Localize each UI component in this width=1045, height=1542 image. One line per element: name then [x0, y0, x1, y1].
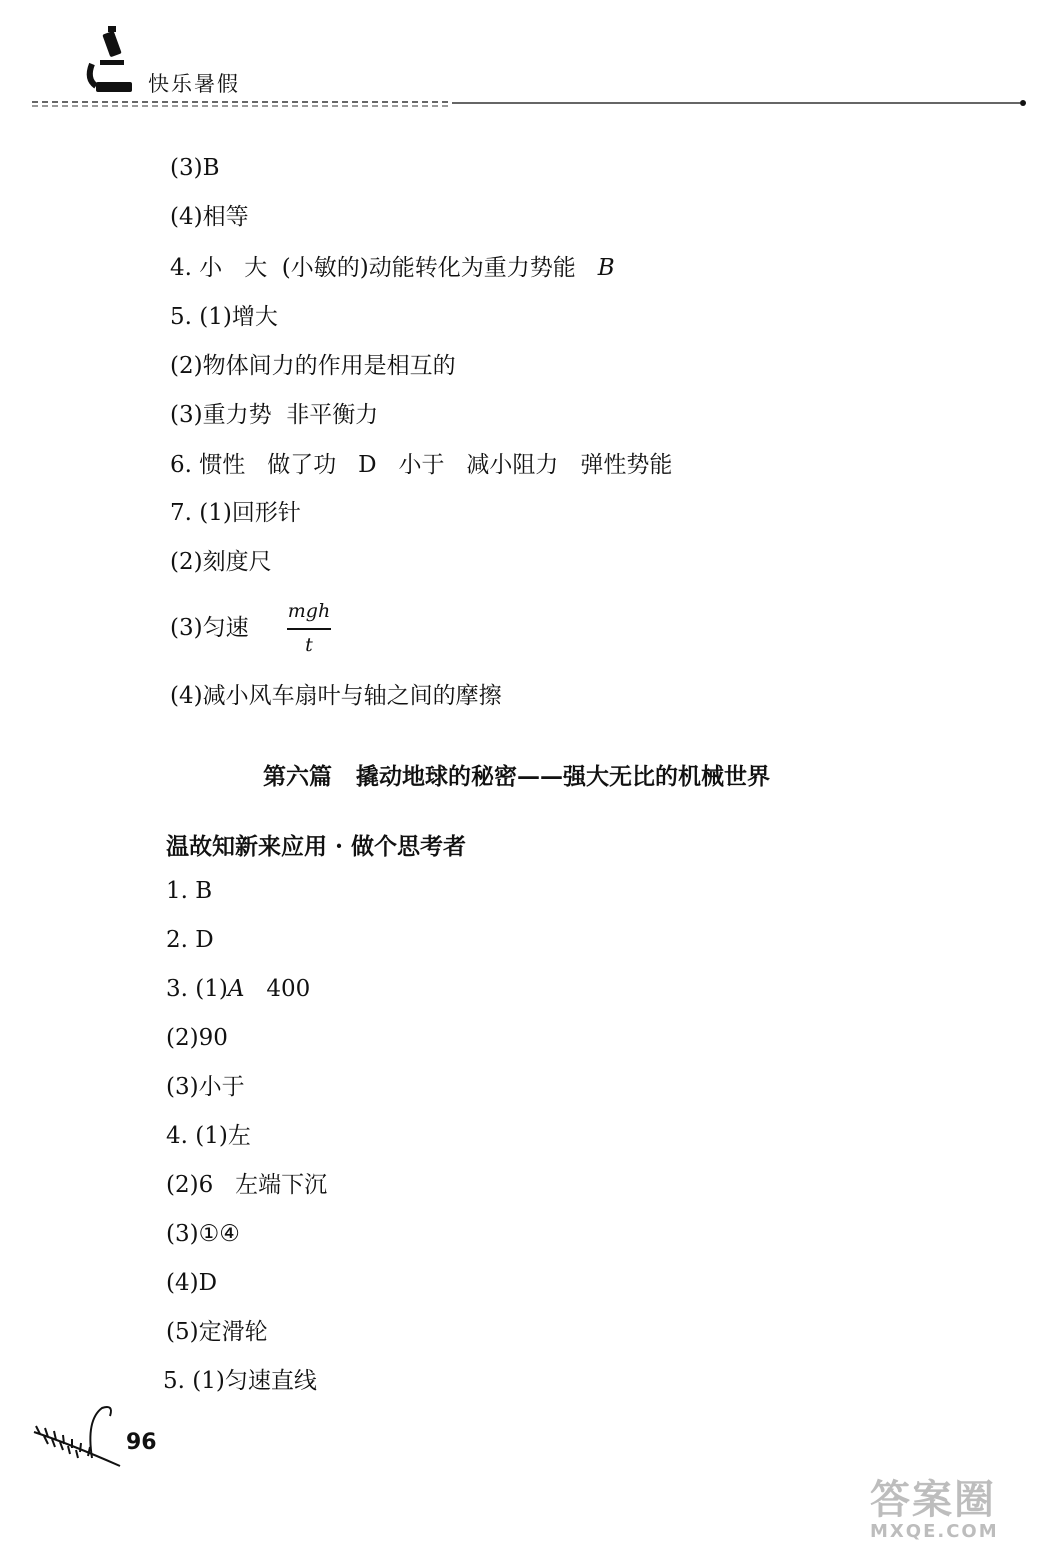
- subsection-title: 温故知新来应用 · 做个思考者: [166, 833, 467, 860]
- fraction-bar: [287, 628, 331, 630]
- answer-italic-a: A: [227, 976, 245, 1002]
- watermark: [870, 1478, 999, 1542]
- answer-line: [170, 253, 615, 283]
- answer-text: 4. 小 大 (小敏的)动能转化为重力势能: [170, 255, 598, 281]
- answer-line: 5. (1)匀速直线: [163, 1368, 317, 1394]
- page-header: [0, 0, 1045, 112]
- vine-ornament-icon: [30, 1400, 130, 1470]
- answer-line: (2)6 左端下沉: [166, 1172, 328, 1198]
- answer-number: 400: [266, 976, 311, 1002]
- answer-line: (2)物体间力的作用是相互的: [170, 353, 456, 379]
- microscope-icon: [82, 24, 138, 94]
- answer-line: 6. 惯性 做了功 D 小于 减小阻力 弹性势能: [170, 452, 673, 478]
- answer-line: (5)定滑轮: [166, 1319, 268, 1345]
- fraction-numerator: mgh: [287, 600, 331, 622]
- answer-line: 4. (1)左: [166, 1123, 251, 1149]
- answer-line: (2)刻度尺: [170, 549, 272, 575]
- answer-line: [166, 974, 310, 1004]
- answer-line: 5. (1)增大: [170, 304, 278, 330]
- answer-line: (3)重力势 非平衡力: [170, 402, 379, 428]
- answer-line: (3)B: [170, 155, 220, 181]
- answer-line: (3)匀速: [170, 615, 249, 641]
- header-title: 快乐暑假: [148, 72, 240, 96]
- answer-line: (4)D: [166, 1270, 218, 1296]
- answer-line: (2)90: [166, 1025, 228, 1051]
- watermark-url: MXQE.COM: [870, 1521, 999, 1542]
- answer-line: (3)①④: [166, 1221, 240, 1247]
- answer-line: 1. B: [166, 878, 213, 904]
- watermark-title: 答案圈: [870, 1477, 996, 1523]
- fraction-denominator: t: [305, 634, 313, 656]
- page-number: 96: [126, 1430, 157, 1455]
- header-divider: [32, 100, 1027, 108]
- answer-text: 3. (1): [166, 976, 228, 1002]
- answer-line: (4)减小风车扇叶与轴之间的摩擦: [170, 683, 502, 709]
- answer-line: (4)相等: [170, 204, 249, 230]
- answer-text: [244, 976, 266, 1002]
- answer-line: 2. D: [166, 927, 214, 953]
- section-title: 第六篇 撬动地球的秘密——强大无比的机械世界: [263, 763, 771, 790]
- answer-italic-b: B: [597, 255, 615, 281]
- answer-line: 7. (1)回形针: [170, 500, 301, 526]
- answer-line: (3)小于: [166, 1074, 245, 1100]
